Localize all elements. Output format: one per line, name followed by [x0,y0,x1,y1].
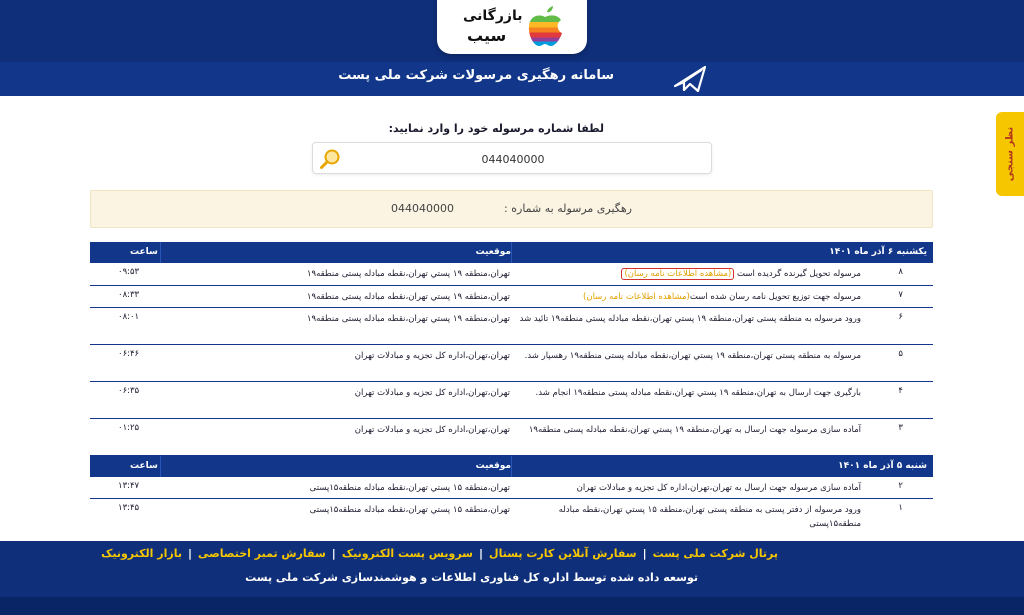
table-header [90,456,933,477]
brand-name-line2: سیب [467,26,507,45]
row-time: ۱۳:۴۷ [118,481,140,491]
table-row [90,286,933,308]
footer-link-post-portal[interactable]: پرتال شرکت ملی پست [652,547,778,560]
footer-bottom-strip [0,597,1024,615]
tracking-table-day1 [90,242,933,456]
view-postman-info-link[interactable]: (مشاهده اطلاعات نامه رسان) [621,268,734,280]
table-header [90,242,933,263]
page-title: سامانه رهگیری مرسولات شرکت ملی پست [338,68,614,83]
location-column-header: موقعیت [475,461,511,471]
tracking-info-banner [90,190,933,228]
footer-link-postcard[interactable]: سفارش آنلاین کارت پستال [489,547,637,560]
search-box [312,142,712,174]
row-description: مرسوله تحویل گیرنده گردیده است (مشاهده اطلاعات نامه رسان) [516,267,861,281]
apple-logo-icon [525,6,565,48]
footer-links: پرتال شرکت ملی پست|سفارش آنلاین کارت پستال|سرویس پست الکترونیک|سفارش تمبر اختصاصی|بازار الکترونیک [101,547,778,560]
row-location: تهران،منطقه ۱۹ پستي تهران،نقطه مبادله پستی منطقه۱۹ [306,314,510,324]
time-column-header: ساعت [130,247,158,257]
row-time: ۰۶:۴۶ [118,349,140,359]
row-description: آماده سازی مرسوله جهت ارسال به تهران،منطقه ۱۹ پستي تهران،نقطه مبادله پستی منطقه۱۹ [528,425,861,435]
row-location: تهران،تهران،اداره کل تجزیه و مبادلات تهران [354,351,510,361]
row-number: ۱ [898,503,903,513]
day-date-header: شنبه ۵ آذر ماه ۱۴۰۱ [838,461,927,471]
brand-logo[interactable] [437,0,587,54]
row-description: بارگیری جهت ارسال به تهران،منطقه ۱۹ پستي تهران،نقطه مبادله پستی منطقه۱۹ انجام شد. [535,388,861,398]
survey-tab-label: نظر سنجی [1004,126,1016,182]
row-time: ۱۳:۴۵ [118,503,140,513]
row-number: ۳ [898,423,903,433]
row-time: ۰۸:۰۱ [118,312,140,322]
row-time: ۰۹:۵۳ [118,267,140,277]
title-bar [0,62,1024,96]
row-number: ۴ [898,386,903,396]
location-column-header: موقعیت [475,247,511,257]
table-row [90,477,933,499]
row-location: تهران،منطقه ۱۵ پستي تهران،نقطه مبادله منطقه۱۵پستی [309,483,510,493]
day-date-header: یکشنبه ۶ آذر ماه ۱۴۰۱ [829,247,927,257]
row-description: ورود مرسوله از دفتر پستی به منطقه پستی تهران،منطقه ۱۵ پستي تهران،نقطه مبادله منطقه۱۵پستی [558,505,861,529]
row-number: ۸ [898,267,903,277]
row-location: تهران،منطقه ۱۹ پستي تهران،نقطه مبادله پستی منطقه۱۹ [306,269,510,279]
tracking-info-number: 044040000 [391,202,454,215]
search-prompt: لطفا شماره مرسوله خود را وارد نمایید: [388,122,604,135]
tracking-info-label: رهگیری مرسوله به شماره : [504,202,632,215]
tracking-table-day2 [90,456,933,535]
row-description: مرسوله جهت توزیع تحویل نامه رسان شده است(مشاهده اطلاعات نامه رسان) [583,292,861,302]
row-number: ۵ [898,349,903,359]
footer-developer-credit: توسعه داده شده توسط اداره کل فناوری اطلاعات و هوشمندسازی شرکت ملی پست [245,571,698,584]
row-time: ۰۶:۳۵ [118,386,140,396]
search-icon[interactable] [319,148,341,170]
survey-tab[interactable] [996,112,1024,196]
table-row [90,499,933,535]
table-row [90,419,933,456]
row-location: تهران،منطقه ۱۹ پستي تهران،نقطه مبادله پستی منطقه۱۹ [306,292,510,302]
row-description: مرسوله به منطقه پستی تهران،منطقه ۱۹ پستي تهران،نقطه مبادله پستی منطقه۱۹ رهسپار شد. [524,351,861,361]
row-location: تهران،تهران،اداره کل تجزیه و مبادلات تهران [354,388,510,398]
table-row [90,308,933,345]
row-number: ۶ [898,312,903,322]
brand-name-line1: بازرگانی [463,8,523,24]
footer-link-custom-stamp[interactable]: سفارش تمبر اختصاصی [198,547,326,560]
row-number: ۲ [898,481,903,491]
tracking-number-input[interactable] [353,147,673,171]
view-postman-info-link[interactable]: (مشاهده اطلاعات نامه رسان) [583,292,690,302]
row-location: تهران،تهران،اداره کل تجزیه و مبادلات تهران [354,425,510,435]
time-column-header: ساعت [130,461,158,471]
table-row [90,345,933,382]
row-description: آماده سازی مرسوله جهت ارسال به تهران،تهران،اداره کل تجزیه و مبادلات تهران [576,483,861,493]
row-number: ۷ [898,290,903,300]
table-row [90,263,933,286]
post-logo-icon [672,64,708,94]
footer-link-e-market[interactable]: بازار الکترونیک [101,547,182,560]
table-row [90,382,933,419]
row-description: ورود مرسوله به منطقه پستی تهران،منطقه ۱۹ پستي تهران،نقطه مبادله پستی منطقه۱۹ تائید شد [519,314,861,324]
row-time: ۰۱:۲۵ [118,423,140,433]
footer-link-email[interactable]: سرویس پست الکترونیک [341,547,473,560]
row-location: تهران،منطقه ۱۵ پستي تهران،نقطه مبادله منطقه۱۵پستی [309,505,510,515]
footer [0,541,1024,615]
row-time: ۰۸:۳۳ [118,290,140,300]
